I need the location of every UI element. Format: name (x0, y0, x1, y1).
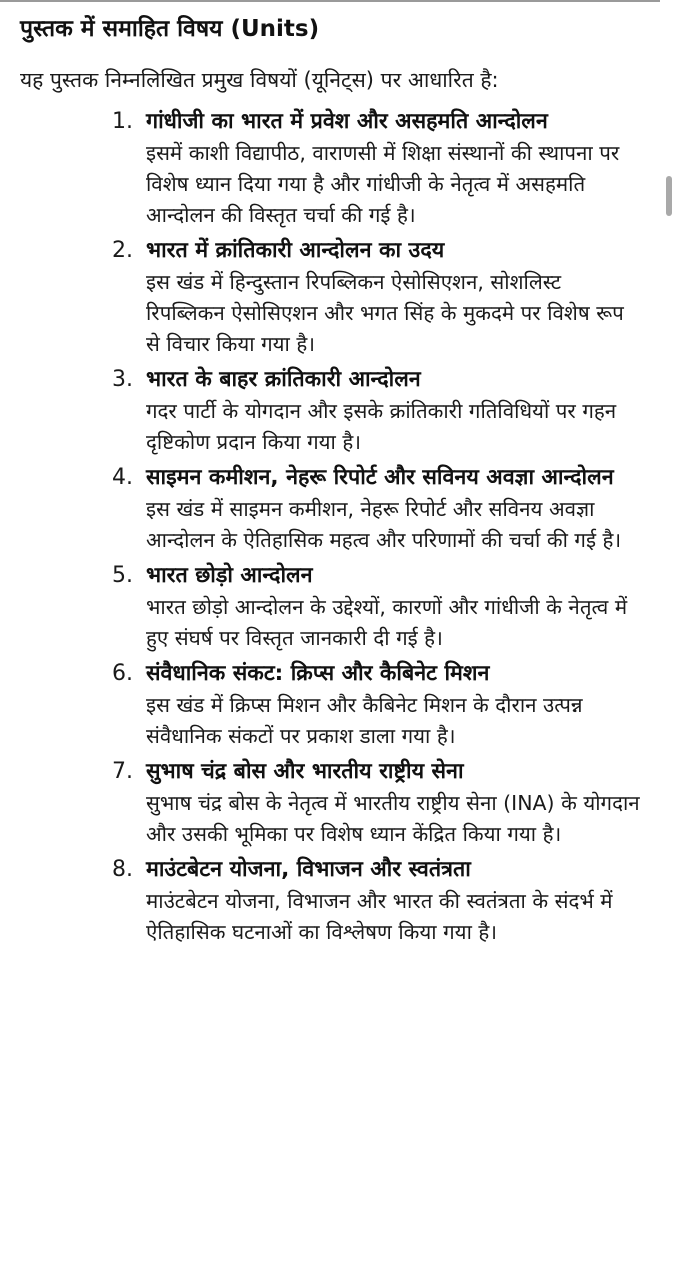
unit-number: 7. (112, 759, 133, 784)
list-item (0, 560, 660, 654)
intro-text: यह पुस्तक निम्नलिखित प्रमुख विषयों (यूनिट्स) पर आधारित है: (20, 68, 499, 92)
unit-number: 8. (112, 857, 133, 882)
unit-description: सुभाष चंद्र बोस के नेतृत्व में भारतीय राष्ट्रीय सेना (INA) के योगदान और उसकी भूमिका पर विशेष ध्यान केंद्रित किया गया है। (146, 791, 640, 846)
list-item (0, 106, 660, 231)
unit-number: 5. (112, 563, 133, 588)
unit-title: माउंटबेटन योजना, विभाजन और स्वतंत्रता (146, 857, 471, 882)
unit-number: 6. (112, 661, 133, 686)
list-item (0, 854, 660, 948)
unit-description: गदर पार्टी के योगदान और इसके क्रांतिकारी गतिविधियों पर गहन दृष्टिकोण प्रदान किया गया है। (146, 399, 617, 454)
unit-title: साइमन कमीशन, नेहरू रिपोर्ट और सविनय अवज्ञा आन्दोलन (146, 465, 614, 490)
unit-title: भारत के बाहर क्रांतिकारी आन्दोलन (146, 367, 421, 392)
scrollbar-thumb[interactable] (666, 176, 672, 216)
unit-description: इस खंड में हिन्दुस्तान रिपब्लिकन ऐसोसिएशन, सोशलिस्ट रिपब्लिकन ऐसोसिएशन और भगत सिंह के मुकदमे पर विशेष रूप से विचार किया गया है। (146, 270, 624, 356)
section-heading: पुस्तक में समाहित विषय (Units) (20, 16, 320, 42)
unit-description: भारत छोड़ो आन्दोलन के उद्देश्यों, कारणों और गांधीजी के नेतृत्व में हुए संघर्ष पर विस्तृत जानकारी दी गई है। (146, 595, 628, 650)
unit-title: सुभाष चंद्र बोस और भारतीय राष्ट्रीय सेना (146, 759, 464, 784)
unit-title: भारत छोड़ो आन्दोलन (146, 563, 313, 588)
unit-title: गांधीजी का भारत में प्रवेश और असहमति आन्दोलन (146, 109, 548, 134)
list-item (0, 756, 660, 850)
list-item (0, 235, 660, 360)
unit-title: संवैधानिक संकट: क्रिप्स और कैबिनेट मिशन (146, 661, 490, 686)
unit-description: माउंटबेटन योजना, विभाजन और भारत की स्वतंत्रता के संदर्भ में ऐतिहासिक घटनाओं का विश्लेषण किया गया है। (146, 889, 613, 944)
unit-number: 1. (112, 109, 133, 134)
list-item (0, 364, 660, 458)
unit-title: भारत में क्रांतिकारी आन्दोलन का उदय (146, 238, 445, 263)
unit-description: इसमें काशी विद्यापीठ, वाराणसी में शिक्षा संस्थानों की स्थापना पर विशेष ध्यान दिया गया है और गांधीजी के नेतृत्व में असहमति आन्दोलन की विस्तृत चर्चा की गई है। (146, 141, 620, 227)
unit-number: 2. (112, 238, 133, 263)
unit-description: इस खंड में क्रिप्स मिशन और कैबिनेट मिशन के दौरान उत्पन्न संवैधानिक संकटों पर प्रकाश डाला गया है। (146, 693, 583, 748)
unit-number: 4. (112, 465, 133, 490)
unit-number: 3. (112, 367, 133, 392)
unit-description: इस खंड में साइमन कमीशन, नेहरू रिपोर्ट और सविनय अवज्ञा आन्दोलन के ऐतिहासिक महत्व और परिणामों की चर्चा की गई है। (146, 497, 622, 552)
list-item (0, 462, 660, 556)
units-list (0, 106, 660, 948)
list-item (0, 658, 660, 752)
